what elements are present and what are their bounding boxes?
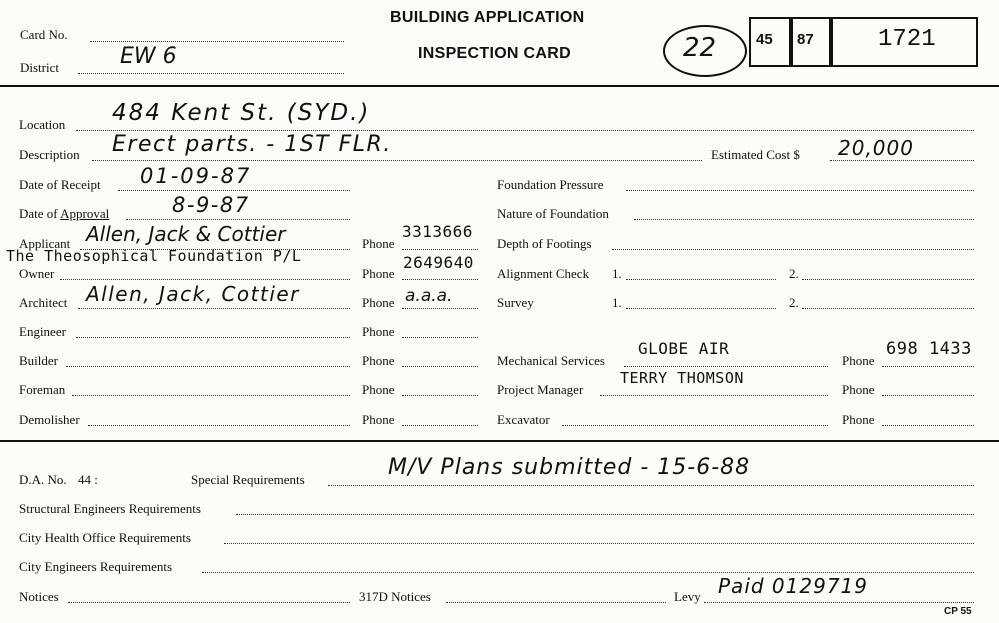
- alignment-2-line: [802, 279, 974, 280]
- notices-line: [68, 602, 350, 603]
- project-manager-phone-line: [882, 395, 974, 396]
- excavator-phone-label: Phone: [842, 412, 875, 427]
- date-receipt-label: Date of Receipt: [19, 177, 101, 192]
- architect-phone-label: Phone: [362, 295, 395, 310]
- engineer-phone-label: Phone: [362, 324, 395, 339]
- excavator-line: [562, 425, 828, 426]
- mechanical-phone: 698 1433: [886, 339, 972, 359]
- mechanical-value: GLOBE AIR: [638, 339, 730, 358]
- demolisher-line: [88, 425, 350, 426]
- district-value: EW 6: [120, 44, 177, 69]
- title-line-1: BUILDING APPLICATION: [390, 9, 585, 26]
- engineer-line: [76, 337, 350, 338]
- owner-label: Owner: [19, 266, 55, 281]
- survey-1-label: 1.: [612, 295, 622, 310]
- demolisher-phone-label: Phone: [362, 412, 395, 427]
- levy-label: Levy: [674, 589, 701, 604]
- box-a-value: 45: [756, 31, 773, 48]
- excavator-phone-line: [882, 425, 974, 426]
- date-approval-line: [126, 219, 350, 220]
- mechanical-line: [624, 366, 828, 367]
- applicant-phone-line: [402, 249, 478, 250]
- owner-value: The Theosophical Foundation P/L: [6, 247, 302, 265]
- survey-label: Survey: [497, 295, 534, 310]
- district-line: [78, 73, 344, 74]
- date-receipt-value: 01-09-87: [140, 164, 252, 188]
- applicant-phone-label: Phone: [362, 236, 395, 251]
- survey-2-label: 2.: [789, 295, 799, 310]
- builder-phone-label: Phone: [362, 353, 395, 368]
- architect-label: Architect: [19, 295, 68, 310]
- special-requirements-value: M/V Plans submitted - 15-6-88: [388, 455, 751, 480]
- owner-phone-label: Phone: [362, 266, 395, 281]
- special-requirements-line: [328, 485, 974, 486]
- project-manager-value: TERRY THOMSON: [620, 369, 744, 387]
- form-code: CP 55: [944, 606, 972, 617]
- engineer-label: Engineer: [19, 324, 66, 339]
- location-line: [76, 130, 974, 131]
- city-engineers-label: City Engineers Requirements: [19, 559, 173, 574]
- health-label: City Health Office Requirements: [19, 530, 191, 545]
- da-value: 44 :: [78, 472, 98, 487]
- foreman-phone-label: Phone: [362, 382, 395, 397]
- description-value: Erect parts. - 1ST FLR.: [112, 132, 392, 157]
- notices-317d-label: 317D Notices: [359, 589, 431, 604]
- description-label: Description: [19, 147, 80, 162]
- architect-value: Allen, Jack, Cottier: [86, 282, 300, 306]
- date-receipt-line: [118, 190, 350, 191]
- nature-foundation-label: Nature of Foundation: [497, 206, 609, 221]
- foreman-line: [72, 395, 350, 396]
- owner-line: [60, 279, 350, 280]
- date-approval-label: Date of Approval: [19, 206, 110, 221]
- box-b-value: 87: [797, 31, 814, 48]
- structural-label: Structural Engineers Requirements: [19, 501, 201, 516]
- alignment-check-label: Alignment Check: [497, 266, 590, 281]
- mechanical-label: Mechanical Services: [497, 353, 605, 368]
- applicant-label: Applicant: [19, 236, 71, 251]
- date-approval-value: 8-9-87: [172, 193, 250, 217]
- project-manager-phone-label: Phone: [842, 382, 875, 397]
- architect-line: [78, 308, 350, 309]
- owner-phone: 2649640: [403, 253, 474, 272]
- card-no-line: [90, 41, 344, 42]
- depth-footings-label: Depth of Footings: [497, 236, 592, 251]
- applicant-phone: 3313666: [402, 222, 473, 241]
- builder-phone-line: [402, 366, 478, 367]
- project-manager-line: [600, 395, 828, 396]
- notices-label: Notices: [19, 589, 59, 604]
- da-label: D.A. No.: [19, 472, 67, 487]
- estimated-cost-line: [830, 160, 974, 161]
- survey-2-line: [802, 308, 974, 309]
- health-line: [224, 543, 974, 544]
- card-no-label: Card No.: [20, 27, 68, 42]
- alignment-1-line: [626, 279, 776, 280]
- circled-number: 22: [683, 33, 717, 63]
- mechanical-phone-label: Phone: [842, 353, 875, 368]
- builder-label: Builder: [19, 353, 58, 368]
- mechanical-phone-line: [882, 366, 974, 367]
- alignment-1-label: 1.: [612, 266, 622, 281]
- alignment-2-label: 2.: [789, 266, 799, 281]
- city-engineers-line: [202, 572, 974, 573]
- structural-line: [236, 514, 974, 515]
- description-line: [92, 160, 702, 161]
- requirements-divider: [0, 440, 999, 442]
- builder-line: [66, 366, 350, 367]
- foreman-phone-line: [402, 395, 478, 396]
- demolisher-phone-line: [402, 425, 478, 426]
- applicant-value: Allen, Jack & Cottier: [86, 222, 286, 246]
- header-divider: [0, 85, 999, 87]
- architect-phone: a.a.a.: [405, 286, 453, 306]
- district-label: District: [20, 60, 59, 75]
- owner-phone-line: [402, 279, 478, 280]
- title-line-2: INSPECTION CARD: [418, 45, 571, 62]
- architect-phone-line: [402, 308, 478, 309]
- survey-1-line: [626, 308, 776, 309]
- depth-footings-line: [612, 249, 974, 250]
- card-number: 1721: [878, 26, 936, 53]
- location-label: Location: [19, 117, 66, 132]
- notices-317d-line: [446, 602, 666, 603]
- excavator-label: Excavator: [497, 412, 550, 427]
- estimated-cost-value: 20,000: [838, 136, 914, 160]
- engineer-phone-line: [402, 337, 478, 338]
- foundation-pressure-label: Foundation Pressure: [497, 177, 604, 192]
- levy-value: Paid 0129719: [718, 574, 868, 598]
- foreman-label: Foreman: [19, 382, 66, 397]
- project-manager-label: Project Manager: [497, 382, 584, 397]
- nature-foundation-line: [634, 219, 974, 220]
- demolisher-label: Demolisher: [19, 412, 80, 427]
- special-requirements-label: Special Requirements: [191, 472, 305, 487]
- foundation-pressure-line: [626, 190, 974, 191]
- levy-line: [704, 602, 974, 603]
- location-value: 484 Kent St. (SYD.): [112, 100, 371, 126]
- estimated-cost-label: Estimated Cost $: [711, 147, 800, 162]
